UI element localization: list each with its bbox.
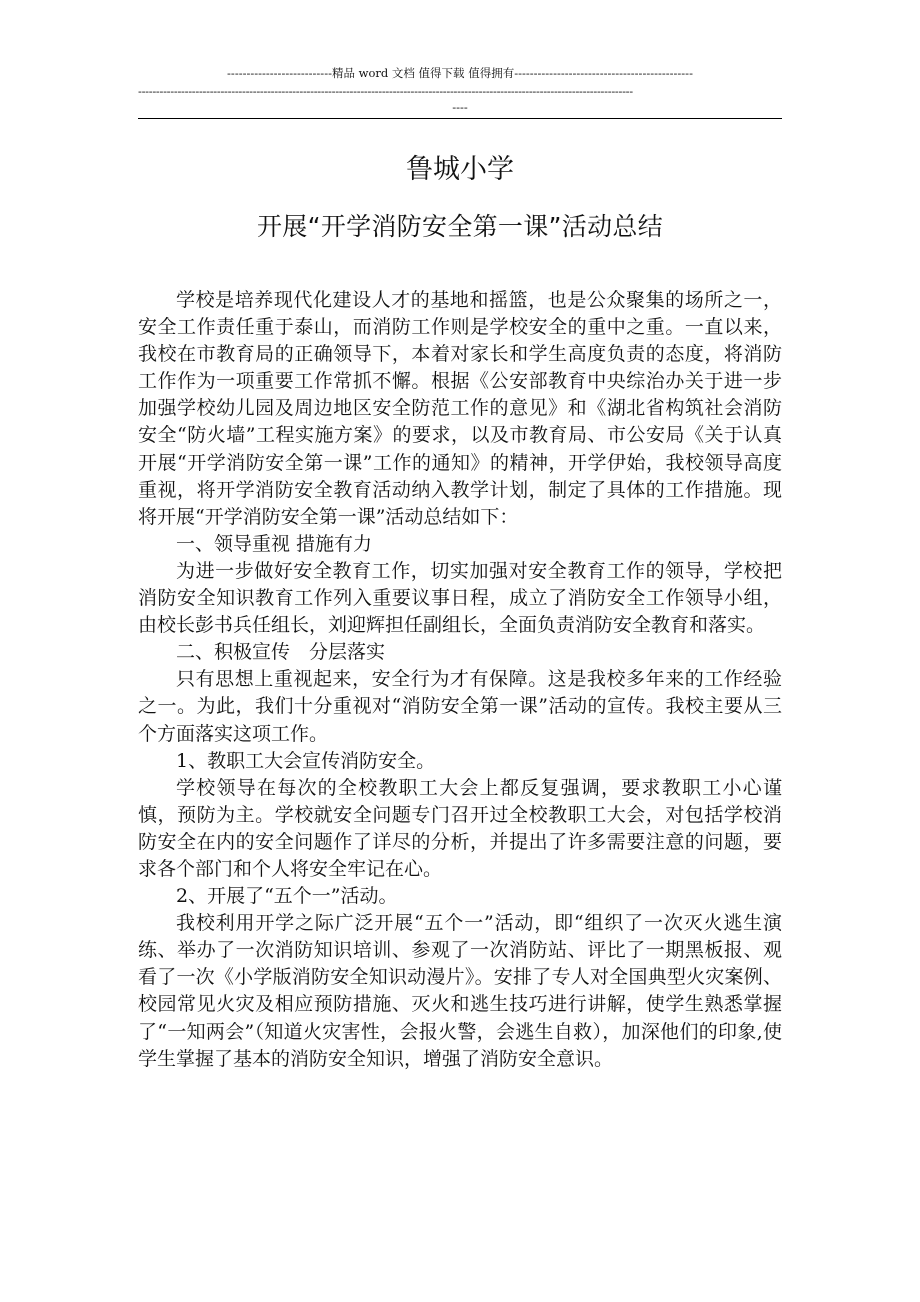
header-dash-line: ------------------------------------------------------------------------------------------------------------------------------------------ <box>138 84 633 98</box>
section-heading-1: 一、领导重视 措施有力 <box>176 532 373 555</box>
subsection-heading-1: 1、教职工大会宣传消防安全。 <box>176 749 436 772</box>
document-body <box>138 287 782 1073</box>
document-title: 开展“开学消防安全第一课”活动总结 <box>256 212 663 241</box>
section-heading-2: 二、积极宣传 分层落实 <box>176 641 386 664</box>
school-title: 鲁城小学 <box>406 154 514 185</box>
section-1-paragraph: 为进一步做好安全教育工作，切实加强对安全教育工作的领导，学校把消防安全知识教育工作列入重要议事日程，成立了消防安全工作领导小组，由校长彭书兵任组长，刘迎辉担任副组长，全面负责消防安全教育和落实。 <box>138 559 782 637</box>
header-banner: ---------------------------精品 word 文档 值得下载 值得拥有---------------------------------------------- <box>227 66 693 80</box>
intro-paragraph: 学校是培养现代化建设人才的基地和摇篮，也是公众聚集的场所之一，安全工作责任重于泰山，而消防工作则是学校安全的重中之重。一直以来，我校在市教育局的正确领导下，本着对家长和学生高度负责的态度，将消防工作作为一项重要工作常抓不懈。根据《公安部教育中央综治办关于进一步加强学校幼儿园及周边地区安全防范工作的意见》和《湖北省构筑社会消防安全“防火墙”工程实施方案》的要求，以及市教育局、市公安局《关于认真开展“开学消防安全第一课”工作的通知》的精神，开学伊始，我校领导高度重视，将开学消防安全教育活动纳入教学计划，制定了具体的工作措施。现将开展“开学消防安全第一课”活动总结如下： <box>138 289 782 528</box>
header-rule <box>138 118 782 119</box>
header-dash-tail: ---- <box>452 100 468 114</box>
subsection-1-paragraph: 学校领导在每次的全校教职工大会上都反复强调，要求教职工小心谨慎，预防为主。学校就安全问题专门召开过全校教职工大会，对包括学校消防安全在内的安全问题作了详尽的分析，并提出了许多需要注意的问题，要求各个部门和个人将安全牢记在心。 <box>138 776 782 880</box>
subsection-heading-2: 2、开展了“五个一”活动。 <box>176 885 398 908</box>
subsection-2-paragraph: 我校利用开学之际广泛开展“五个一”活动，即“组织了一次灭火逃生演练、举办了一次消防知识培训、参观了一次消防站、评比了一期黑板报、观看了一次《小学版消防安全知识动漫片》。安排了专人对全国典型火灾案例、校园常见火灾及相应预防措施、灭火和逃生技巧进行讲解，使学生熟悉掌握了“一知两会”（知道火灾害性，会报火警，会逃生自救），加深他们的印象,使学生掌握了基本的消防安全知识，增强了消防安全意识。 <box>138 912 782 1070</box>
section-2-paragraph: 只有思想上重视起来，安全行为才有保障。这是我校多年来的工作经验之一。为此，我们十分重视对“消防安全第一课”活动的宣传。我校主要从三个方面落实这项工作。 <box>138 668 782 745</box>
